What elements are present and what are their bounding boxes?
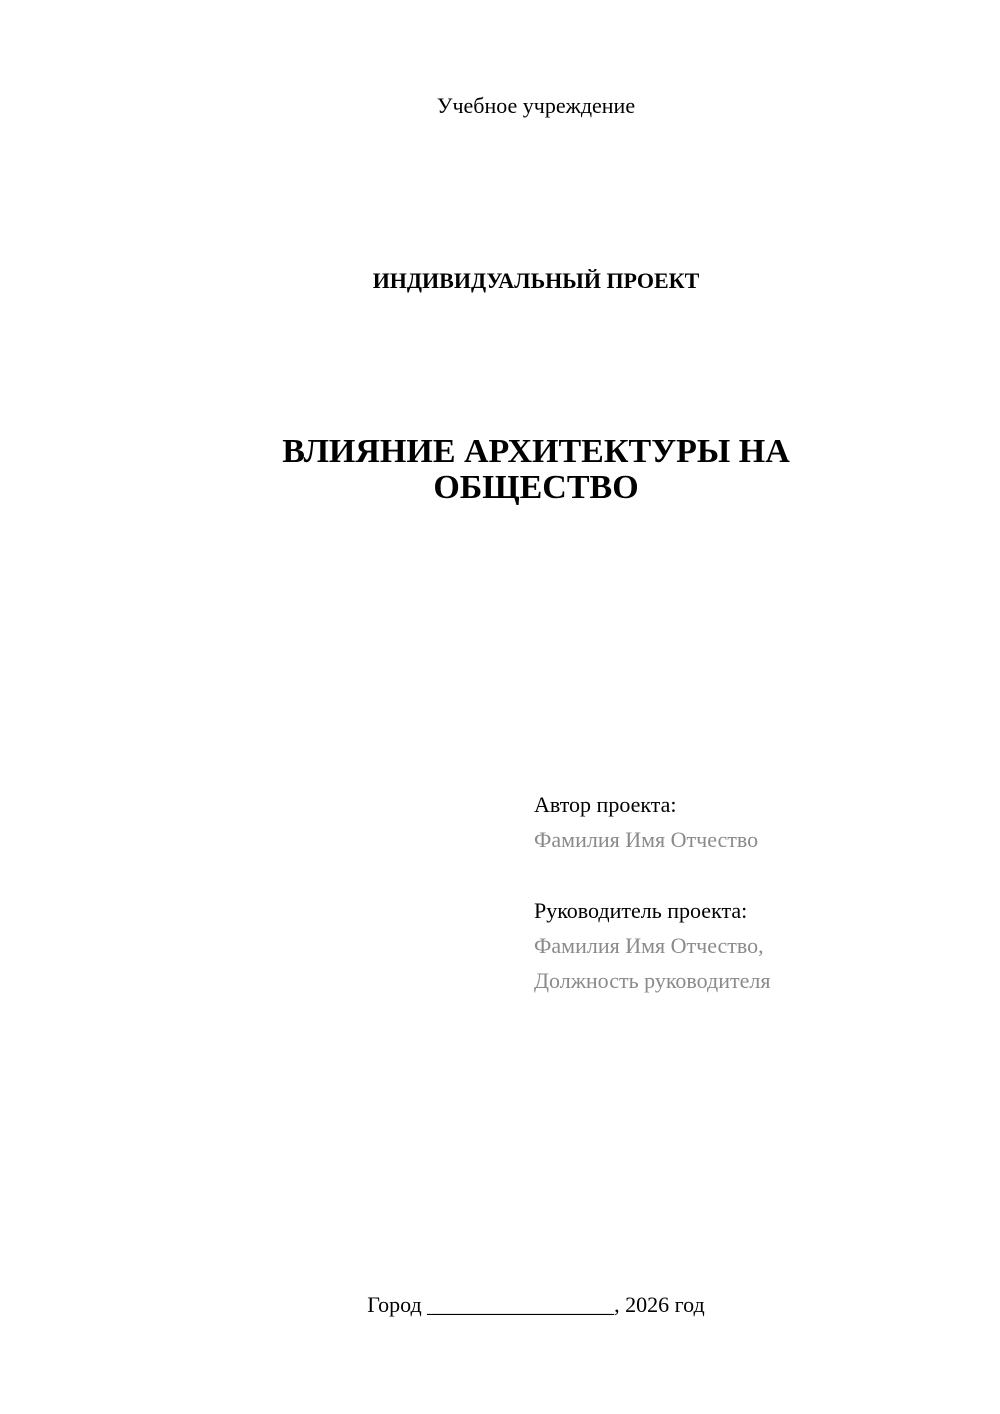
credits-block bbox=[534, 787, 974, 998]
supervisor-name: Фамилия Имя Отчество, bbox=[534, 933, 764, 958]
project-title-line-2: ОБЩЕСТВО bbox=[433, 469, 639, 506]
project-title-line-1: ВЛИЯНИЕ АРХИТЕКТУРЫ НА bbox=[282, 433, 790, 470]
project-title bbox=[0, 434, 1000, 506]
author-label: Автор проекта: bbox=[534, 792, 677, 817]
supervisor-position: Должность руководителя bbox=[534, 968, 771, 993]
project-type-heading: ИНДИВИДУАЛЬНЫЙ ПРОЕКТ bbox=[372, 268, 700, 293]
credits-spacer bbox=[534, 857, 974, 893]
supervisor-label: Руководитель проекта: bbox=[534, 898, 748, 923]
author-name: Фамилия Имя Отчество bbox=[534, 827, 759, 852]
city-year-line: Город _________________, 2026 год bbox=[367, 1292, 705, 1317]
institution-name: Учебное учреждение bbox=[436, 93, 636, 118]
